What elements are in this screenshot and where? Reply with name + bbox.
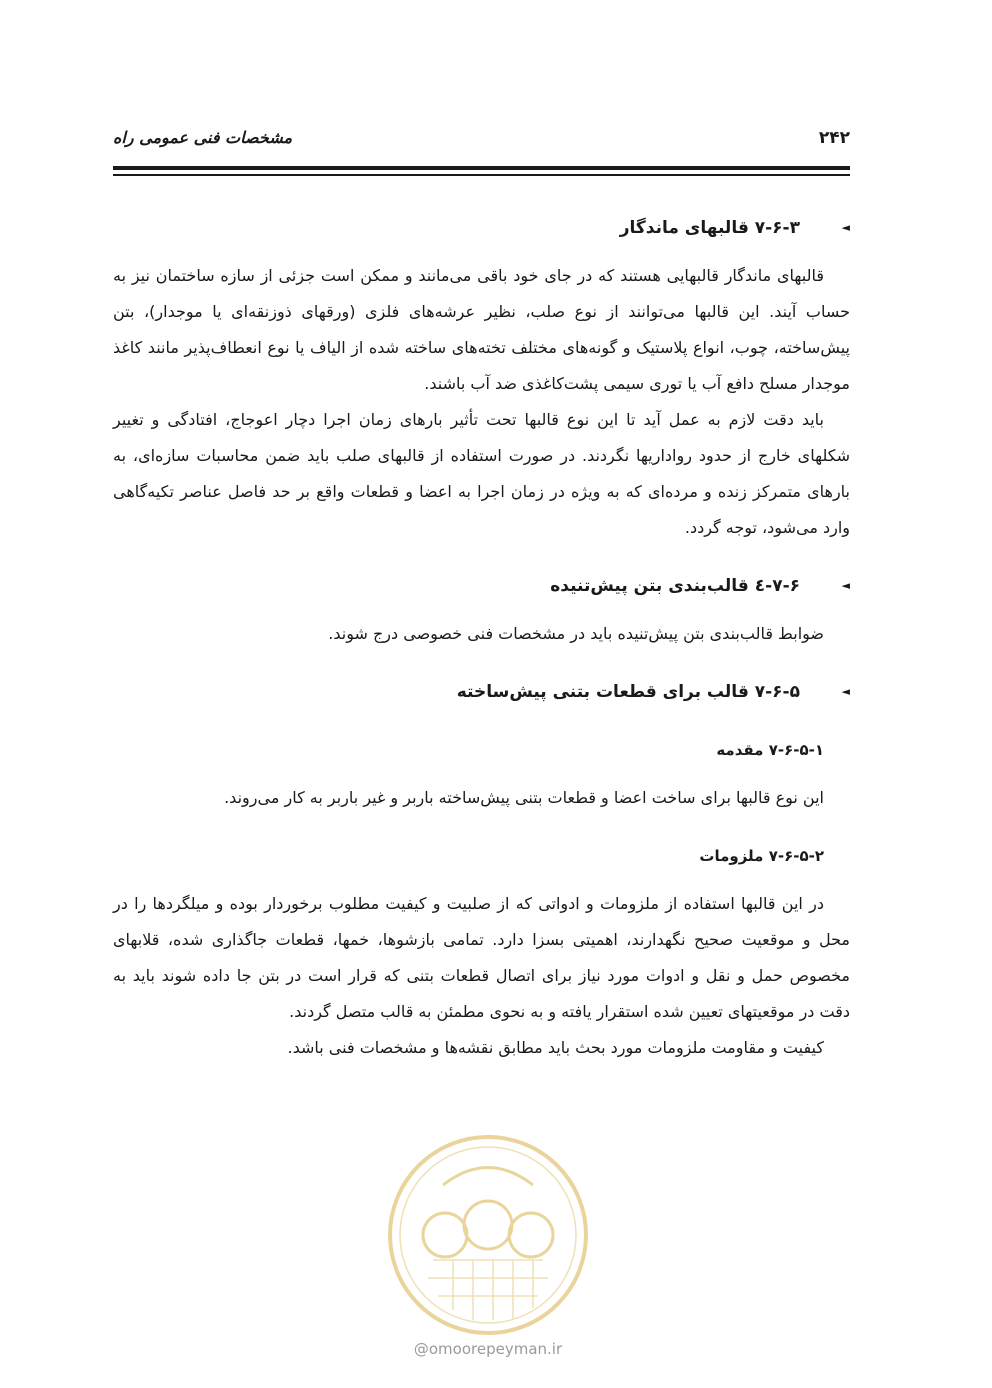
section-heading-7-6-3 — [113, 210, 850, 246]
paragraph: در این قالبها استفاده از ملزومات و ادواتی که از صلبیت و کیفیت مطلوب برخوردار بوده و میلگردها را در محل و موقعیت صحیح نگهدارند، اهمیتی بسزا دارد. تمامی بازشوها، خمها، قطعات جاگذاری شده، قلابهای مخصوص حمل و نقل و ادوات مورد نیاز برای اتصال قطعات بتنی که قرار است در بتن جا داده شوند باید به دقت در موقعیتهای تعیین شده استقرار یافته و به نحوی مطمئن به قالب متصل گردند. — [113, 894, 850, 1021]
page-header — [113, 128, 850, 158]
section-heading-7-6-4 — [113, 568, 850, 604]
running-title: مشخصات فنی عمومی راه — [113, 128, 293, 147]
section-title: ۷-۶-۳ قالبهای ماندگار — [619, 218, 800, 238]
heading-marker-icon: ◄ — [841, 685, 850, 698]
header-rule-thin — [113, 174, 850, 176]
paragraph: کیفیت و مقاومت ملزومات مورد بحث باید مطابق نقشه‌ها و مشخصات فنی باشد. — [287, 1038, 824, 1057]
section-heading-7-6-5 — [113, 674, 850, 710]
paragraph: این نوع قالبها برای ساخت اعضا و قطعات بتنی پیش‌ساخته باربر و غیر باربر به کار می‌روند. — [224, 788, 824, 807]
section-title: ۷-۶-۵ قالب برای قطعات بتنی پیش‌ساخته — [456, 682, 800, 702]
subsection-heading-7-6-5-2: ۷-۶-۵-۲ ملزومات — [699, 847, 824, 865]
paragraph: قالبهای ماندگار قالبهایی هستند که در جای خود باقی می‌مانند و ممکن است جزئی از سازه ساختمان نیز به حساب آیند. این قالبها می‌توانند از نوع صلب، نظیر عرشه‌های فلزی (ورقهای ذوزنقه‌ای یا موجدار)، بتن پیش‌ساخته، چوب، انواع پلاستیک و گونه‌های مختلف تخته‌های ساخته شده از الیاف یا نوع انعطاف‌پذیر مانند کاغذ موجدار مسلح دافع آب یا توری سیمی پشت‌کاغذی ضد آب باشند. — [113, 266, 850, 393]
paragraph: باید دقت لازم به عمل آید تا این نوع قالبها تحت تأثیر بارهای زمان اجرا دچار اعوجاج، افتادگی و تغییر شکلهای خارج از حدود رواداریها نگردند. در صورت استفاده از قالبهای صلب باید ضمن محاسبات سازه‌ای، به بارهای متمرکز زنده و مرده‌ای که به ویژه در زمان اجرا به اعضا و قطعات واقع بر حد فاصل عناصر تکیه‌گاهی وارد می‌شود، توجه گردد. — [113, 410, 850, 537]
page-body — [113, 210, 850, 1066]
section-title: ۷-۶-٤ قالب‌بندی بتن پیش‌تنیده — [550, 576, 800, 596]
page-number: ۲۴۲ — [818, 128, 850, 148]
heading-marker-icon: ◄ — [841, 579, 850, 592]
subsection-heading-7-6-5-1: ۷-۶-۵-۱ مقدمه — [716, 741, 824, 759]
heading-marker-icon: ◄ — [841, 221, 850, 234]
paragraph: ضوابط قالب‌بندی بتن پیش‌تنیده باید در مشخصات فنی خصوصی درج شوند. — [328, 624, 824, 643]
header-rule-thick — [113, 166, 850, 170]
watermark-caption: @omoorepeyman.ir — [413, 1340, 563, 1358]
watermark-seal-icon — [383, 1130, 593, 1340]
